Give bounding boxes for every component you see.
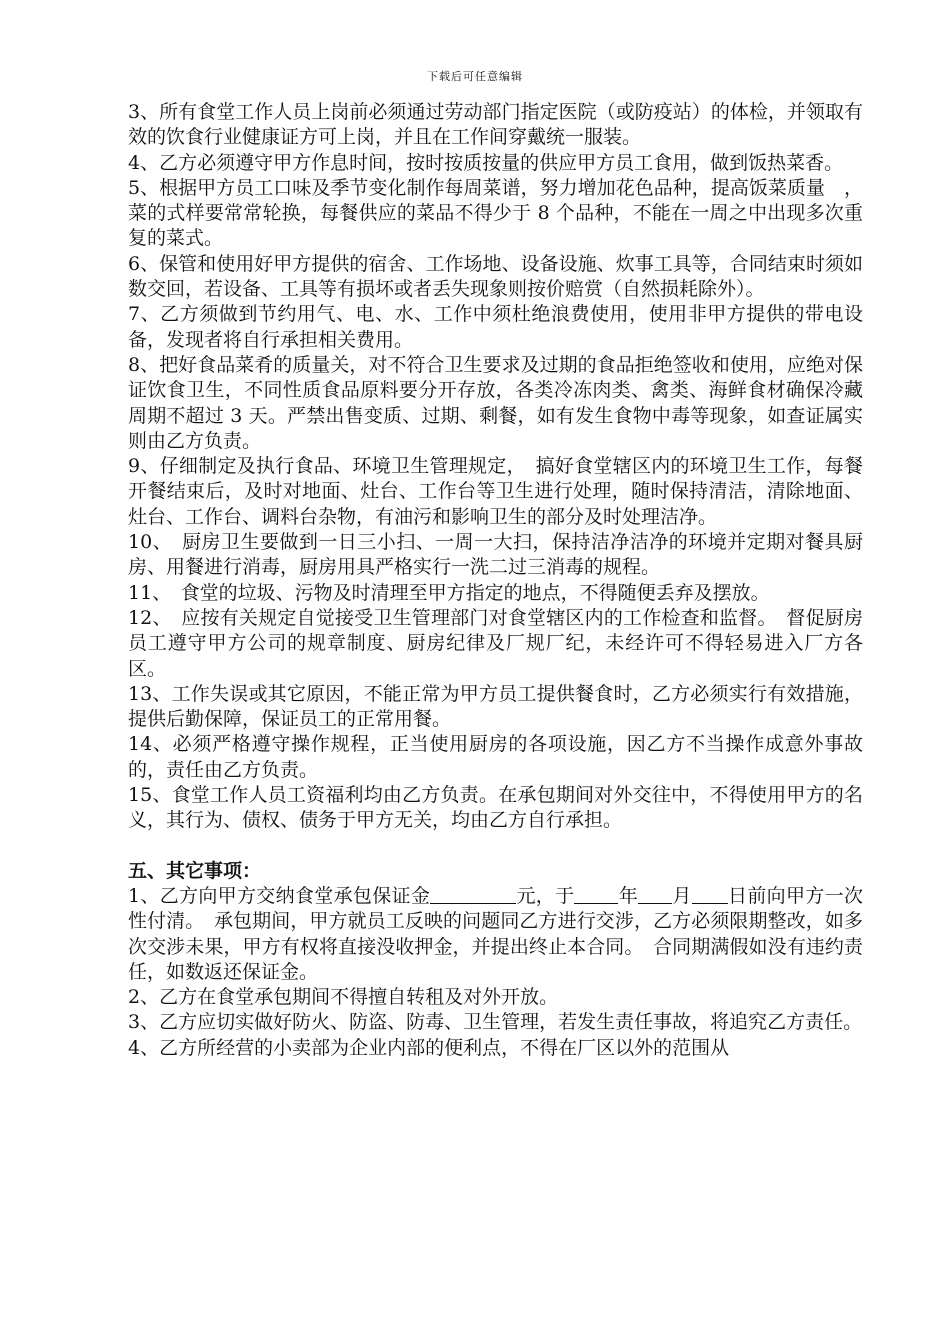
clause-15: 15、食堂工作人员工资福利均由乙方负责。在承包期间对外交往中，不得使用甲方的名义，其行为、债权、债务于甲方无关，均由乙方自行承担。 [128,784,863,832]
clause-4: 4、乙方必须遵守甲方作息时间，按时按质按量的供应甲方员工食用，做到饭热菜香。 [128,151,844,174]
page-header: 下载后可任意编辑 [427,70,523,83]
month-blank [638,885,672,904]
clause-11: 11、 食堂的垃圾、污物及时清理至甲方指定的地点，不得随便丢弃及摆放。 [128,581,770,604]
section-five-item-3: 3、乙方应切实做好防火、防盗、防毒、卫生管理，若发生责任事故，将追究乙方责任。 [128,1011,863,1034]
item-1-text-d: 月 [672,884,692,907]
clause-13: 13、工作失误或其它原因，不能正常为甲方员工提供餐食时，乙方必须实行有效措施，提供后勤保障，保证员工的正常用餐。 [128,682,863,731]
clause-10: 10、 厨房卫生要做到一日三小扫、一周一大扫，保持洁净洁净的环境并定期对餐具厨房、用餐进行消毒，厨房用具严格实行一洗二过三消毒的规程。 [128,531,863,579]
section-five-item-4: 4、乙方所经营的小卖部为企业内部的便利点，不得在厂区以外的范围从 [128,1036,730,1059]
section-five-heading: 五、其它事项： [128,859,262,882]
day-blank [692,885,728,904]
clause-8: 8、把好食品菜肴的质量关，对不符合卫生要求及过期的食品拒绝签收和使用，应绝对保证饮食卫生，不同性质食品原料要分开存放，各类冷冻肉类、禽类、海鲜食材确保冷藏周期不超过 3 天。严禁出售变质、过期、剩餐，如有发生食物中毒等现象，如查证属实则由乙方负责。 [128,353,863,452]
item-1-text-c: 年 [618,884,639,907]
clause-6: 6、保管和使用好甲方提供的宿舍、工作场地、设备设施、炊事工具等，合同结束时须如数交回，若设备、工具等有损坏或者丢失现象则按价赔赏（自然损耗除外）。 [128,252,863,301]
item-1-text-e: 日前向甲方一次性付清。 承包期间，甲方就员工反映的问题同乙方进行交涉，乙方必须限期整改，如多次交涉未果，甲方有权将直接没收押金，并提出终止本合同。 合同期满假如没有违约责任，如数返还保证金。 [128,884,863,983]
year-blank [574,885,618,904]
item-1-text-b: 元，于 [516,884,575,907]
clause-7: 7、乙方须做到节约用气、电、水、工作中须杜绝浪费使用，使用非甲方提供的带电设备，发现者将自行承担相关费用。 [128,303,863,351]
clause-3: 3、所有食堂工作人员上岗前必须通过劳动部门指定医院（或防疫站）的体检，并领取有效的饮食行业健康证方可上岗，并且在工作间穿戴统一服装。 [128,101,863,149]
document-body [128,100,863,1061]
item-1-text-a: 1、乙方向甲方交纳食堂承包保证金 [128,884,431,907]
section-five-item-2: 2、乙方在食堂承包期间不得擅自转租及对外开放。 [128,986,559,1009]
clause-9: 9、仔细制定及执行食品、环境卫生管理规定， 搞好食堂辖区内的环境卫生工作，每餐开餐结束后，及时对地面、灶台、工作台等卫生进行处理，随时保持清洁，清除地面、灶台、工作台、调料台杂物，有油污和影响卫生的部分及时处理洁净。 [128,455,863,528]
deposit-amount-blank [430,885,516,904]
clause-12: 12、 应按有关规定自觉接受卫生管理部门对食堂辖区内的工作检查和监督。 督促厨房员工遵守甲方公司的规章制度、厨房纪律及厂规厂纪，未经许可不得轻易进入厂方各区。 [128,606,863,680]
section-five-item-1 [128,884,863,985]
clause-5: 5、根据甲方员工口味及季节变化制作每周菜谱，努力增加花色品种，提高饭菜质量 ，菜的式样要常常轮换，每餐供应的菜品不得少于 8 个品种，不能在一周之中出现多次重复的菜式。 [128,176,863,250]
clause-14: 14、必须严格遵守操作规程，正当使用厨房的各项设施，因乙方不当操作成意外事故的，责任由乙方负责。 [128,733,863,781]
